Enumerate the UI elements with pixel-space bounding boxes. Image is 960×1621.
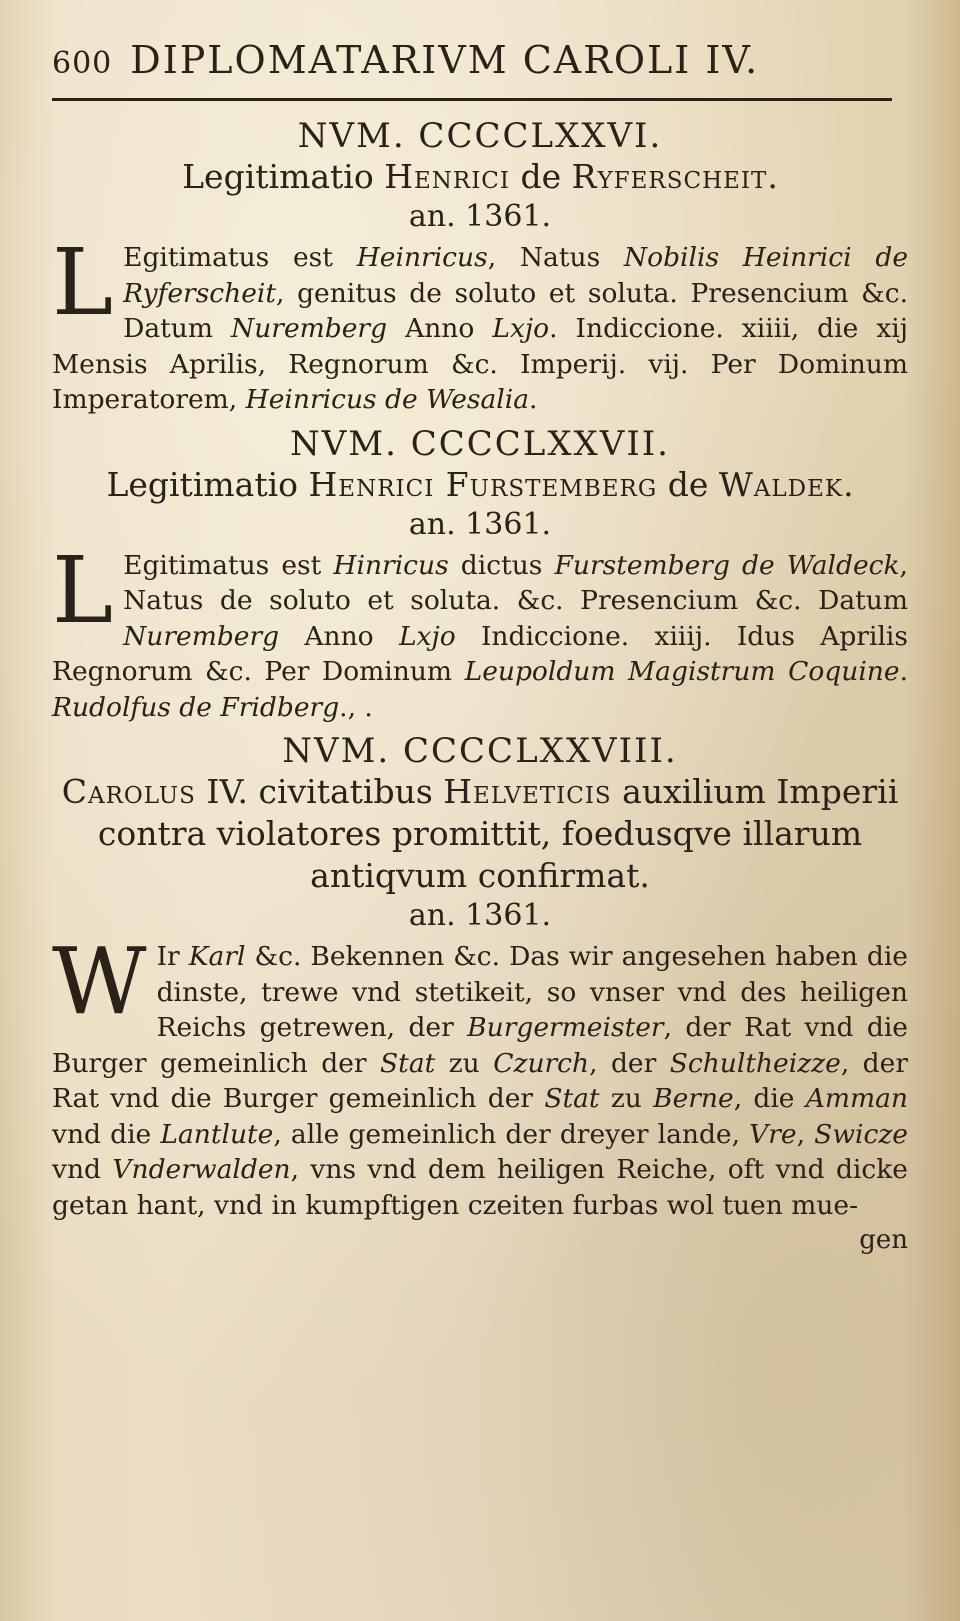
text-run: , vns vnd dem heiligen Reiche, oft vnd dicke getan hant, vnd in kumpftigen czeiten furbas wol tuen mue- [52,1154,908,1221]
text-run: Anno [279,620,399,652]
entry-title-part: Henrici [384,157,510,196]
drop-cap: L [52,536,114,644]
entry-title-part: . [767,157,778,196]
text-run: Indiccione. xiiij. Idus Aprilis Regnorum &c. Per Dominum [52,620,909,687]
entry-year: an. 1361. [408,199,552,234]
entry-title-part: Legitimatio [182,157,385,196]
italic-name: Karl [188,941,246,972]
catchword: gen [859,1225,908,1255]
text-run: vnd die [52,1118,161,1150]
text-run: zu [599,1083,654,1114]
italic-name: Leupoldum Magistrum Coquine [464,656,900,687]
document-entry [52,424,908,726]
text-run: dictus [448,549,555,581]
document-body [52,110,908,1257]
italic-name: Heinricus de Wesalia [245,384,530,415]
entry-text [52,928,908,1257]
text-run: , die [733,1083,806,1114]
entry-title-part: Ryferscheit [571,157,768,196]
text-run: , Natus [487,242,624,273]
italic-name: Lxjo [398,620,456,652]
text-run: . [899,656,908,687]
italic-name: Heinricus [356,242,488,273]
text-run: , alle gemeinlich der dreyer lande, [273,1118,750,1150]
italic-name: Swicze [814,1118,908,1150]
italic-name: Stat [544,1083,600,1114]
entry-text [52,536,909,726]
text-run: vnd [52,1154,113,1185]
document-entry [52,731,908,1257]
italic-name: Czurch [493,1047,590,1079]
text-run: , Natus de soluto et soluta. &c. Presencium &c. Datum [123,549,908,616]
text-run: , [796,1118,815,1150]
italic-name: Lxjo [492,313,550,344]
text-run: . Indiccione. xiiii, die xij Mensis Aprilis, Regnorum &c. Imperij. vij. Per Dominum Imperatorem, [52,313,908,415]
italic-name: Lantlute [160,1118,274,1150]
italic-name: Hinricus [333,549,449,581]
entry-title-part: de [657,464,719,504]
drop-cap: W [52,928,147,1035]
entry-text [52,229,908,418]
entry-title-part: Waldek [718,464,844,504]
entry-year: an. 1361. [408,898,552,933]
italic-name: Burgermeister [467,1012,664,1043]
italic-name: Nuremberg [231,313,388,344]
italic-name: Nobilis Heinrici de Ryferscheit [123,242,908,309]
text-run: . [529,384,538,415]
text-run: , der Rat vnd die Burger gemeinlich der [52,1047,908,1114]
italic-name: Nuremberg [123,620,280,652]
text-run: , genitus de soluto et soluta. Presencium &c. Datum [123,277,908,344]
italic-name: Furstemberg de Waldeck [554,549,900,581]
text-run: Ir [156,941,189,972]
entry-title-part: Henrici Furstemberg [308,464,658,504]
text-run: ., . [339,691,373,723]
italic-name: Schultheizze [669,1047,841,1079]
entry-title [52,771,908,897]
entry-title-part: Helveticis [443,772,612,811]
text-run: Anno [387,313,493,344]
entry-number: NVM. CCCCLXXVII. [289,423,670,464]
entry-title [52,156,908,198]
entry-year: an. 1361. [408,506,552,542]
italic-name: Stat [380,1047,436,1079]
entry-number: NVM. CCCCLXXVIII. [282,731,678,771]
entry-title-part: Legitimatio [106,464,309,504]
text-run: Egitimatus est [123,549,334,581]
text-run: , der [589,1047,670,1079]
header-rule [52,98,892,101]
entry-title-part: auxilium Imperii contra violatores promittit, foedusqve illarum antiqvum confirmat. [97,772,899,895]
text-run: Egitimatus est [123,242,357,273]
text-run: , der Rat vnd die Burger gemeinlich der [52,1012,908,1079]
running-title: DIPLOMATARIVM CAROLI IV. [130,38,760,82]
entry-title-part: Carolus [61,772,196,811]
italic-name: Vre [749,1118,797,1150]
entry-title-part: . [843,464,854,504]
entry-title [52,464,908,506]
italic-name: Rudolfus de Fridberg [52,691,340,723]
text-run: zu [435,1047,494,1079]
text-run: &c. Bekennen &c. Das wir angesehen haben die dinste, trewe vnd stetikeit, so vnser vnd des heiligen Reichs getrewen, der [156,941,908,1043]
italic-name: Vnderwalden [112,1154,291,1185]
document-entry [52,116,908,418]
page-number: 600 [52,46,113,81]
entry-title-part: de [509,157,572,196]
italic-name: Berne [653,1083,734,1114]
drop-cap: L [52,229,114,336]
entry-title-part: IV. civitatibus [195,772,444,811]
page-header [52,38,892,82]
entry-number: NVM. CCCCLXXVI. [297,116,663,156]
italic-name: Amman [805,1083,908,1114]
